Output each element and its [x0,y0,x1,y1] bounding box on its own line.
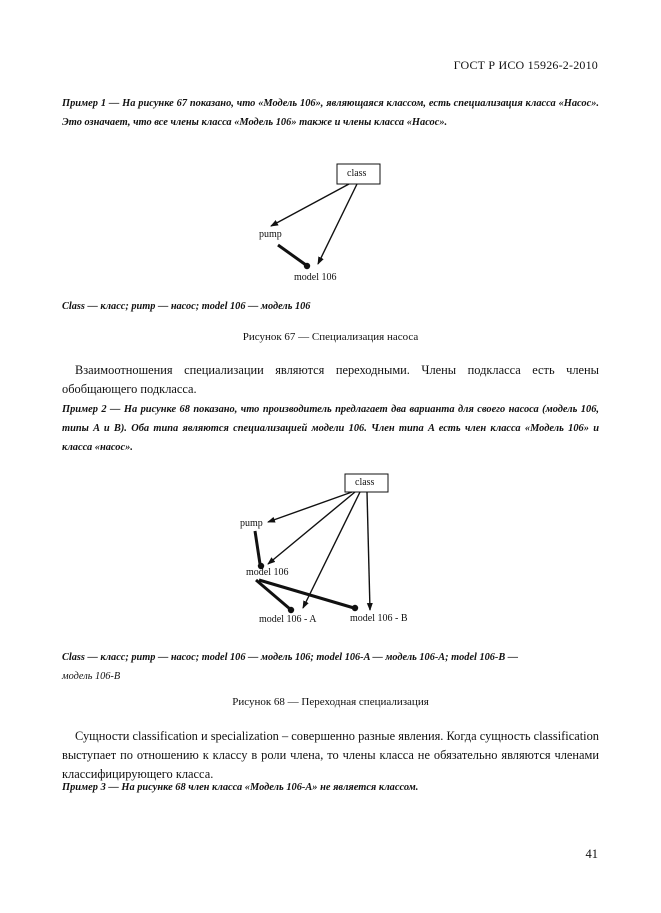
fig67-pump-label: pump [259,229,282,240]
document-header: ГОСТ Р ИСО 15926-2-2010 [453,58,598,72]
fig67-model-label: model 106 [294,272,337,283]
fig68-legend: Class — класс; pump — насос; model 106 — модель 106; model 106-A — модель 106-A; model 106-B — модель 106-B [62,652,519,682]
fig68-legend-tail: модель 106-B [62,671,121,682]
fig68-caption: Рисунок 68 — Переходная специализация [232,696,429,708]
example-2-text: Пример 2 — На рисунке 68 показано, что производитель предлагает два варианта для своего насоса (модель 106, типы A и B). Оба типа являются специализацией модели 106. Член типа A есть член класса «Модель 106» и класса «насос». [62,404,599,453]
paragraph-2: Сущности classification и specialization – совершенно разные явления. Когда сущность classification выступает по отношению к классу в роли члена, то члены класса не обязательно являются членами классифицирующего класса. [62,729,599,781]
fig68-pump-label: pump [240,518,263,529]
fig67-caption: Рисунок 67 — Специализация насоса [242,331,419,343]
page-number: 41 [585,847,598,861]
example-3-text: Пример 3 — На рисунке 68 член класса «Модель 106-A» не является классом. [62,782,419,793]
paragraph-1: Взаимоотношения специализации являются переходными. Члены подкласса есть члены обобщающего подкласса. [62,363,599,396]
fig68-model-label: model 106 [246,567,289,578]
example-1-text: Пример 1 — На рисунке 67 показано, что «Модель 106», являющаяся классом, есть специализация класса «Насос». Это означает, что все члены класса «Модель 106» также и члены класса «Насос». [62,98,599,128]
fig68-class-label: class [355,477,375,488]
fig68-model-a-label: model 106 - A [259,614,317,625]
fig68-model-b-label: model 106 - B [350,613,408,624]
fig67-class-label: class [347,168,367,179]
fig67-legend: Class — класс; pump — насос; model 106 — модель 106 [62,301,311,312]
